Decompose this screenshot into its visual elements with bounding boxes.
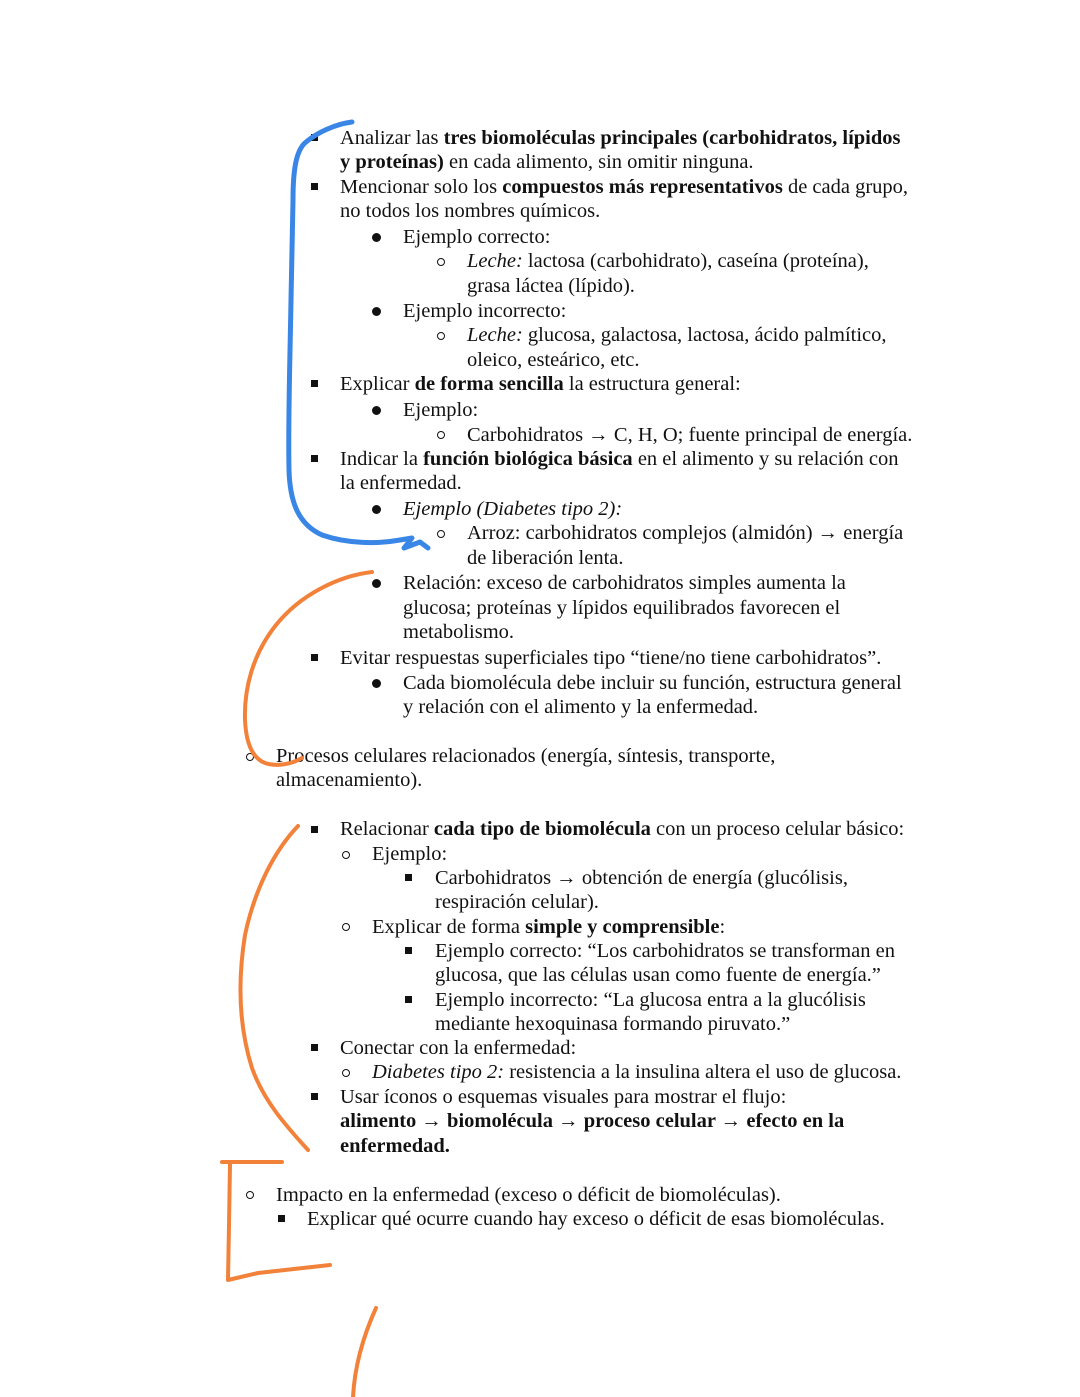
text-run: grasa láctea (lípido). (467, 275, 635, 297)
text-line (340, 128, 901, 149)
text-run: Evitar respuestas superficiales tipo “tiene/no tiene carbohidratos”. (340, 647, 882, 669)
text-line (435, 892, 599, 913)
text-run: Ejemplo (Diabetes tipo 2): (403, 498, 623, 520)
text-line (467, 523, 903, 544)
text-run: no todos los nombres químicos. (340, 200, 601, 222)
text-run: Ejemplo incorrecto: (403, 300, 567, 322)
text-line (340, 449, 899, 470)
bullet-circle (246, 753, 254, 761)
text-run: glucosa; proteínas y lípidos equilibrados favorecen el (403, 597, 841, 619)
text-run: en cada alimento, sin omitir ninguna. (443, 151, 754, 173)
text-line (403, 622, 514, 643)
text-run: la enfermedad. (340, 472, 462, 494)
bullet-circle (342, 923, 350, 931)
bullet-circle (437, 258, 445, 266)
text-line (403, 697, 758, 718)
text-line (467, 251, 869, 272)
text-line (467, 325, 887, 346)
text-run: Relación: exceso de carbohidratos simples aumenta la (403, 572, 846, 594)
text-run: Explicar de forma (372, 916, 526, 938)
text-run: Impacto en la enfermedad (exceso o déficit de biomoléculas). (276, 1184, 781, 1206)
text-run: con un proceso celular básico: (650, 818, 905, 840)
text-run: resistencia a la insulina altera el uso de glucosa. (504, 1061, 902, 1083)
text-line (403, 227, 550, 248)
text-run: oleico, esteárico, etc. (467, 349, 640, 371)
bullet-circle (437, 332, 445, 340)
bullet-square (311, 1093, 318, 1100)
text-line (435, 965, 881, 986)
text-run: Cada biomolécula debe incluir su función, estructura general (403, 672, 902, 694)
text-run: Diabetes tipo 2: (372, 1061, 505, 1083)
text-run: Leche: (467, 250, 523, 272)
bullet-square (311, 826, 318, 833)
text-line (467, 548, 624, 569)
text-line (340, 1111, 844, 1132)
bullet-square (405, 874, 412, 881)
text-line (307, 1209, 885, 1230)
text-run: Usar íconos o esquemas visuales para mostrar el flujo: (340, 1086, 787, 1108)
text-run: lactosa (carbohidrato), caseína (proteína), (522, 250, 869, 272)
text-run: alimento → biomolécula → proceso celular → efecto en la (340, 1110, 845, 1132)
text-run: enfermedad. (340, 1135, 450, 1157)
text-run: mediante hexoquinasa formando piruvato.” (435, 1013, 791, 1035)
text-line (340, 152, 754, 173)
text-run: en el alimento y su relación con (632, 448, 899, 470)
text-run: Ejemplo: (372, 843, 448, 865)
text-run: simple y comprensible (525, 916, 720, 938)
text-line (403, 573, 846, 594)
text-run: Mencionar solo los (340, 176, 503, 198)
text-run: respiración celular). (435, 891, 599, 913)
text-run: Procesos celulares relacionados (energía, síntesis, transporte, (276, 745, 776, 767)
text-run: compuestos más representativos (502, 176, 783, 198)
text-run: la estructura general: (563, 373, 741, 395)
text-line (372, 1062, 901, 1083)
text-line (403, 400, 478, 421)
text-run: Indicar la (340, 448, 424, 470)
text-run: de forma sencilla (414, 373, 564, 395)
text-run: y relación con el alimento y la enfermedad. (403, 696, 759, 718)
text-line (276, 1185, 781, 1206)
bullet-square (278, 1215, 285, 1222)
text-line (435, 941, 895, 962)
text-run: Conectar con la enfermedad: (340, 1037, 577, 1059)
text-line (340, 1087, 786, 1108)
text-run: Ejemplo correcto: (403, 226, 551, 248)
text-line (340, 1136, 450, 1157)
text-line (276, 746, 775, 767)
bullet-dot (372, 406, 381, 415)
text-line (276, 770, 422, 791)
text-line (340, 177, 908, 198)
text-run: Relacionar (340, 818, 434, 840)
text-run: : (719, 916, 726, 938)
text-run: Ejemplo correcto: “Los carbohidratos se transforman en (435, 940, 895, 962)
text-run: Explicar (340, 373, 415, 395)
bullet-square (311, 380, 318, 387)
orange-bracket-2 (241, 826, 308, 1150)
text-line (467, 276, 635, 297)
text-run: cada tipo de biomolécula (433, 818, 651, 840)
text-line (435, 1014, 790, 1035)
text-line (340, 1038, 576, 1059)
text-line (467, 350, 639, 371)
text-run: Analizar las (340, 127, 444, 149)
text-run: y proteínas) (340, 151, 444, 173)
text-run: almacenamiento). (276, 769, 423, 791)
text-run: Carbohidratos → obtención de energía (glucólisis, (435, 867, 848, 889)
text-run: glucosa, que las células usan como fuente de energía.” (435, 964, 881, 986)
text-run: de liberación lenta. (467, 547, 624, 569)
bullet-circle (437, 530, 445, 538)
text-line (403, 499, 622, 520)
text-line (340, 374, 741, 395)
bullet-square (311, 183, 318, 190)
text-run: Leche: (467, 324, 523, 346)
text-run: Arroz: carbohidratos complejos (almidón) → energía (467, 522, 904, 544)
bullet-dot (372, 307, 381, 316)
bullet-square (311, 654, 318, 661)
bullet-dot (372, 579, 381, 588)
text-line (372, 844, 447, 865)
text-run: Explicar qué ocurre cuando hay exceso o déficit de esas biomoléculas. (307, 1208, 885, 1230)
bullet-square (405, 947, 412, 954)
orange-bracket-4 (353, 1308, 376, 1397)
text-line (467, 425, 912, 446)
bullet-square (311, 1044, 318, 1051)
text-run: Carbohidratos → C, H, O; fuente principal de energía. (467, 424, 913, 446)
text-line (340, 201, 600, 222)
text-line (435, 990, 866, 1011)
text-run: tres biomoléculas principales (carbohidratos, lípidos (443, 127, 901, 149)
text-run: glucosa, galactosa, lactosa, ácido palmítico, (522, 324, 887, 346)
text-line (340, 473, 462, 494)
text-line (340, 819, 904, 840)
bullet-dot (372, 679, 381, 688)
text-run: Ejemplo incorrecto: “La glucosa entra a la glucólisis (435, 989, 866, 1011)
bullet-circle (437, 431, 445, 439)
bullet-square (405, 996, 412, 1003)
text-line (403, 673, 902, 694)
text-run: función biológica básica (423, 448, 633, 470)
bullet-dot (372, 505, 381, 514)
text-run: metabolismo. (403, 621, 515, 643)
bullet-dot (372, 233, 381, 242)
bullet-circle (342, 851, 350, 859)
text-line (403, 598, 840, 619)
text-run: Ejemplo: (403, 399, 479, 421)
text-line (403, 301, 566, 322)
text-line (435, 868, 848, 889)
bullet-square (311, 455, 318, 462)
bullet-circle (246, 1191, 254, 1199)
bullet-square (311, 134, 318, 141)
text-run: de cada grupo, (782, 176, 909, 198)
bullet-circle (342, 1069, 350, 1077)
text-line (372, 917, 725, 938)
text-line (340, 648, 881, 669)
